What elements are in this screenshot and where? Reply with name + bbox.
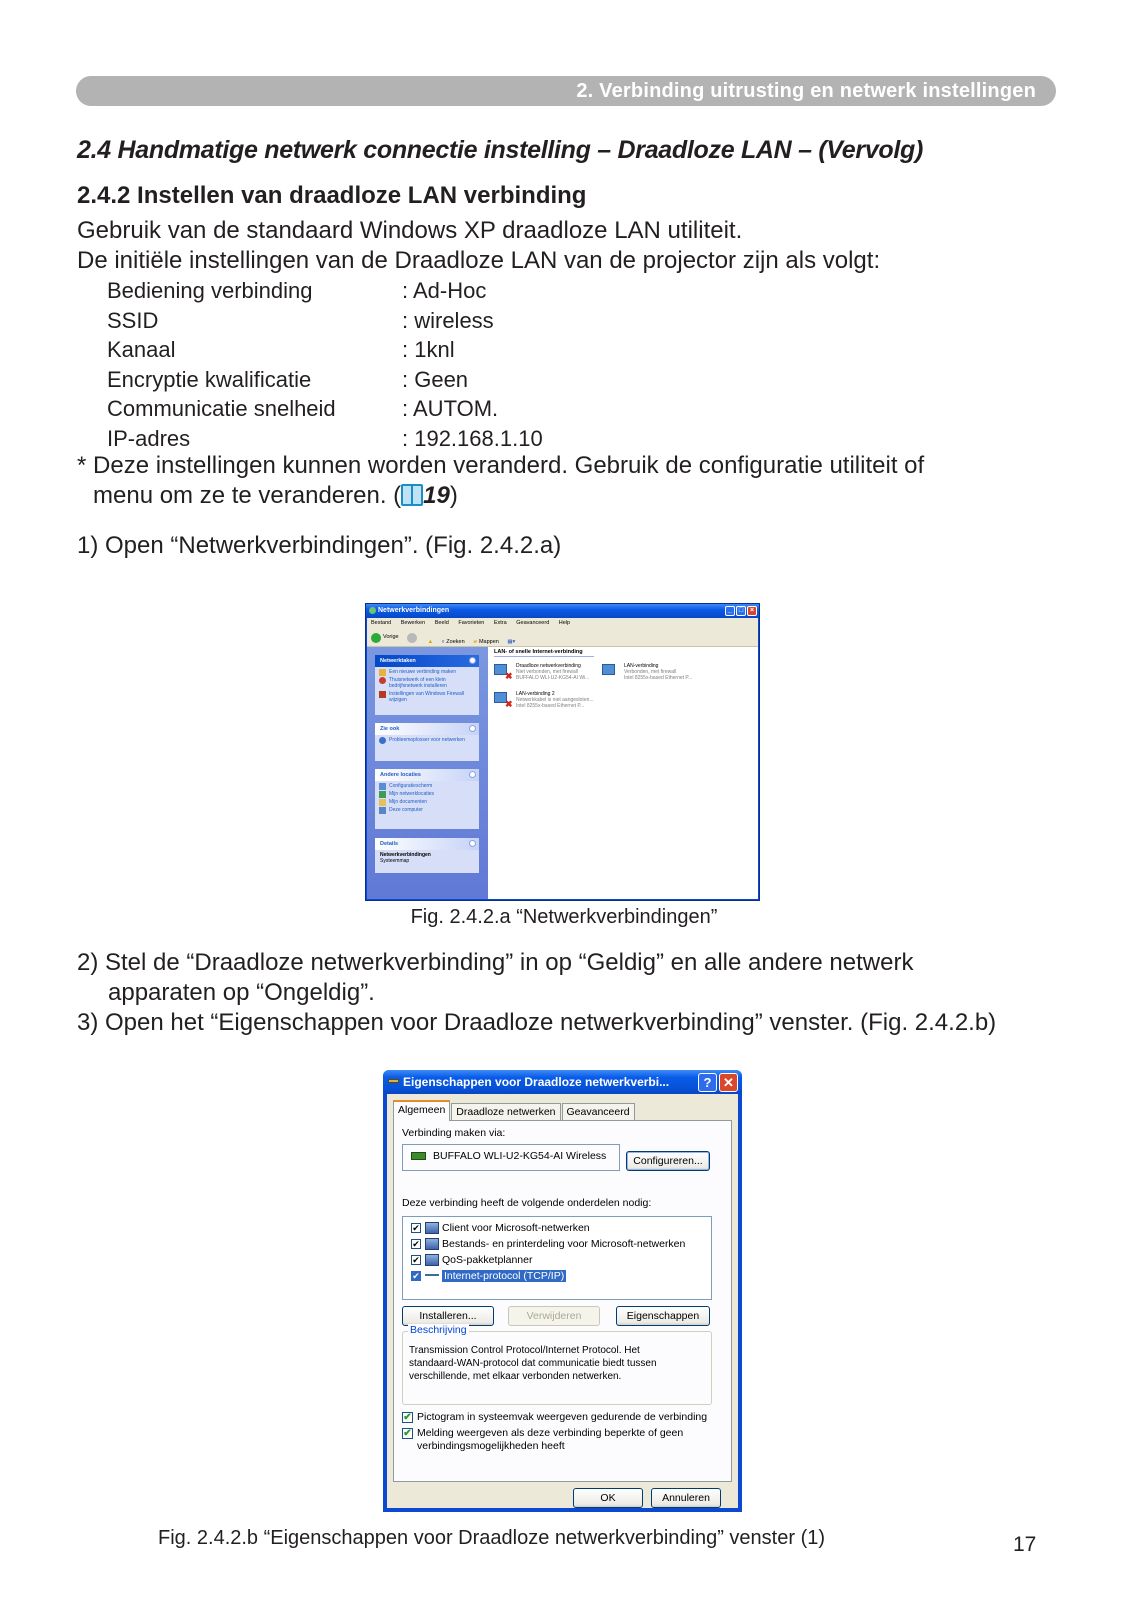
- setting-value: : Geen: [402, 366, 469, 392]
- setting-key: Bediening verbinding: [107, 278, 313, 303]
- dialog-body: [387, 1094, 738, 1508]
- component-item[interactable]: [411, 1220, 590, 1236]
- tab-general[interactable]: Algemeen: [393, 1100, 450, 1121]
- task-link[interactable]: Thuisnetwerk of een klein bedrijfsnetwerk installeren: [375, 675, 479, 689]
- page-reference[interactable]: 19: [423, 482, 450, 509]
- group-header: LAN- of snelle Internet-verbinding: [494, 649, 594, 657]
- subsection-title: 2.4.2 Instellen van draadloze LAN verbinding: [77, 182, 587, 209]
- step-2-continued: apparaten op “Ongeldig”.: [108, 979, 375, 1006]
- remove-button[interactable]: Verwijderen: [508, 1306, 600, 1326]
- intro-line-2: De initiële instellingen van de Draadloze LAN van de projector zijn als volgt:: [77, 247, 881, 274]
- search-label: Zoeken: [446, 638, 465, 645]
- place-link[interactable]: Configuratiescherm: [375, 781, 479, 789]
- window-title: Netwerkverbindingen: [378, 607, 450, 614]
- lan-connection-icon: ✖: [494, 692, 512, 710]
- component-label: Client voor Microsoft-netwerken: [442, 1222, 590, 1234]
- component-label: Bestands- en printerdeling voor Microsoft-netwerken: [442, 1238, 686, 1250]
- close-button[interactable]: ×: [747, 606, 757, 616]
- component-item-selected[interactable]: [411, 1268, 566, 1284]
- connect-via-label: Verbinding maken via:: [402, 1127, 506, 1139]
- dialog-titlebar: [383, 1070, 742, 1094]
- menu-favorieten[interactable]: Favorieten: [458, 620, 485, 626]
- place-link[interactable]: Mijn documenten: [375, 797, 479, 805]
- help-button[interactable]: ?: [698, 1073, 717, 1092]
- connection-item[interactable]: [494, 691, 614, 717]
- collapse-icon[interactable]: [469, 725, 476, 732]
- panel-header[interactable]: Andere locaties: [375, 769, 479, 781]
- up-folder-button[interactable]: ▲: [427, 638, 434, 645]
- show-icon-checkbox[interactable]: ✔: [403, 1412, 412, 1423]
- home-network-icon: [379, 677, 386, 684]
- configure-button[interactable]: Configureren...: [626, 1151, 710, 1171]
- detail-name: Netwerkverbindingen: [380, 852, 431, 858]
- connections-list: [488, 647, 758, 899]
- menu-bewerken[interactable]: Bewerken: [400, 620, 426, 626]
- connection-name: LAN-verbinding: [624, 663, 659, 669]
- menu-help[interactable]: Help: [558, 620, 571, 626]
- adapter-name: BUFFALO WLI-U2-KG54-AI Wireless: [433, 1150, 607, 1162]
- component-item[interactable]: [411, 1236, 685, 1252]
- task-link[interactable]: Probleemoplosser voor netwerken: [375, 735, 479, 743]
- notify-option[interactable]: [402, 1427, 683, 1453]
- setting-key: Encryptie kwalificatie: [107, 366, 312, 392]
- back-label: Vorige: [383, 634, 399, 640]
- settings-list: [0, 276, 700, 456]
- step-3: 3) Open het “Eigenschappen voor Draadloze netwerkverbinding” venster. (Fig. 2.4.2.b): [77, 1009, 997, 1036]
- properties-button[interactable]: Eigenschappen: [616, 1306, 710, 1326]
- folder-icon: ▰: [473, 638, 478, 645]
- info-icon: [379, 737, 386, 744]
- toolbar: [367, 629, 758, 647]
- wireless-connection-icon: ✖: [494, 664, 512, 682]
- client-icon: [425, 1222, 439, 1234]
- back-arrow-icon: [371, 633, 381, 643]
- install-button[interactable]: Installeren...: [402, 1306, 494, 1326]
- back-button[interactable]: [371, 629, 399, 646]
- forward-arrow-icon: [407, 633, 417, 643]
- setting-value: : 1knl: [402, 337, 455, 362]
- panel-header[interactable]: Netwerktaken: [375, 655, 479, 667]
- show-icon-option[interactable]: [402, 1411, 707, 1424]
- component-checkbox[interactable]: ✔: [412, 1239, 420, 1249]
- component-item[interactable]: [411, 1252, 532, 1268]
- components-list[interactable]: [402, 1216, 712, 1300]
- connection-name: LAN-verbinding 2: [516, 691, 555, 697]
- maximize-button[interactable]: □: [736, 606, 746, 616]
- network-connections-window: [365, 603, 760, 901]
- component-checkbox[interactable]: ✔: [412, 1223, 420, 1233]
- minimize-button[interactable]: _: [725, 606, 735, 616]
- note-line-2: [93, 481, 458, 511]
- panel-network-tasks: [375, 655, 479, 715]
- firewall-icon: [379, 691, 386, 698]
- connection-name: Draadloze netwerkverbinding: [516, 663, 581, 669]
- adapter-field: [402, 1144, 620, 1171]
- menu-beeld[interactable]: Beeld: [434, 620, 449, 626]
- connection-item[interactable]: [494, 663, 614, 689]
- protocol-icon: [425, 1274, 439, 1280]
- views-button[interactable]: ▦▾: [507, 638, 516, 645]
- component-label: Internet-protocol (TCP/IP): [444, 1270, 565, 1282]
- panel-other-places: [375, 769, 479, 829]
- forward-button[interactable]: [407, 633, 419, 643]
- connection-status: Verbonden, met firewall: [624, 669, 677, 675]
- setting-value: : Ad-Hoc: [402, 278, 487, 303]
- section-header-bar: [76, 76, 1056, 106]
- connection-device: BUFFALO WLI-U2-KG54-AI Wi...: [516, 675, 590, 681]
- section-title: 2.4 Handmatige netwerk connectie instelling – Draadloze LAN – (Vervolg): [77, 136, 924, 164]
- setting-value: : AUTOM.: [402, 396, 499, 421]
- collapse-icon[interactable]: [469, 840, 476, 847]
- menu-bestand[interactable]: Bestand: [371, 620, 392, 626]
- setting-key: Kanaal: [107, 337, 176, 362]
- components-label: Deze verbinding heeft de volgende onderdelen nodig:: [402, 1197, 652, 1209]
- component-label: QoS-pakketplanner: [442, 1254, 533, 1266]
- menu-bar: [367, 618, 758, 629]
- panel-see-also: [375, 723, 479, 761]
- collapse-icon[interactable]: [469, 771, 476, 778]
- menu-extra[interactable]: Extra: [493, 620, 507, 626]
- notify-label: Melding weergeven als deze verbinding beperkte of geen verbindingsmogelijkheden heeft: [417, 1427, 684, 1452]
- cancel-button[interactable]: Annuleren: [651, 1488, 721, 1508]
- note-text: menu om ze te veranderen. (: [93, 482, 402, 509]
- folders-label: Mappen: [478, 638, 499, 645]
- note-text-end: ): [449, 482, 458, 509]
- place-link[interactable]: Deze computer: [375, 805, 479, 813]
- connection-device: Intel 8255x-based Ethernet P...: [516, 703, 585, 709]
- show-icon-label: Pictogram in systeemvak weergeven gedurende de verbinding: [417, 1411, 708, 1423]
- step-2: 2) Stel de “Draadloze netwerkverbinding” in op “Geldig” en alle andere netwerk: [77, 949, 914, 976]
- panel-header[interactable]: Zie ook: [375, 723, 479, 735]
- step-1: 1) Open “Netwerkverbindingen”. (Fig. 2.4.2.a): [77, 532, 562, 559]
- figure-b-caption: Fig. 2.4.2.b “Eigenschappen voor Draadloze netwerkverbinding” venster (1): [158, 1527, 826, 1549]
- component-checkbox[interactable]: ✔: [412, 1271, 420, 1281]
- task-pane: [367, 647, 488, 899]
- description-legend: Beschrijving: [410, 1324, 467, 1336]
- page-number: 17: [1013, 1533, 1037, 1556]
- note-line-1: * Deze instellingen kunnen worden veranderd. Gebruik de configuratie utiliteit of: [77, 452, 925, 479]
- tab-advanced[interactable]: Geavanceerd: [562, 1103, 635, 1121]
- place-link[interactable]: Mijn netwerklocaties: [375, 789, 479, 797]
- description-text: Transmission Control Protocol/Internet Protocol. Het standaard-WAN-protocol dat communicatie biedt tussen verschillende, met elkaar verbonden netwerken.: [409, 1345, 657, 1382]
- service-icon: [425, 1238, 439, 1250]
- close-button[interactable]: ✕: [719, 1073, 738, 1092]
- search-icon: ⌕: [441, 638, 445, 645]
- wireless-network-icon: [388, 1079, 399, 1083]
- connection-status: Netwerkkabel is niet aangesloten...: [516, 697, 594, 703]
- detail-type: Systeemmap: [380, 858, 410, 864]
- network-icon: [369, 607, 376, 614]
- section-header-text: 2. Verbinding uitrusting en netwerk instellingen: [576, 80, 1036, 102]
- setting-key: SSID: [107, 307, 159, 333]
- connection-item[interactable]: [602, 663, 722, 689]
- panel-details: [375, 838, 479, 873]
- lan-connection-icon: [602, 664, 620, 682]
- panel-header[interactable]: Details: [375, 838, 479, 850]
- window-titlebar: [366, 604, 759, 618]
- intro-line-1: Gebruik van de standaard Windows XP draadloze LAN utiliteit.: [77, 217, 743, 244]
- collapse-icon[interactable]: [469, 657, 476, 664]
- menu-geavanceerd[interactable]: Geavanceerd: [516, 620, 550, 626]
- book-icon: [401, 484, 423, 506]
- ok-button[interactable]: OK: [573, 1488, 643, 1508]
- figure-a-caption: Fig. 2.4.2.a “Netwerkverbindingen”: [410, 906, 718, 928]
- notify-checkbox[interactable]: ✔: [403, 1428, 412, 1439]
- setting-key: Communicatie snelheid: [107, 396, 336, 421]
- tab-page-general: [393, 1120, 732, 1482]
- connection-status: Niet verbonden, met firewall: [516, 669, 578, 675]
- network-adapter-icon: [411, 1152, 426, 1160]
- dialog-title: Eigenschappen voor Draadloze netwerkverbi...: [403, 1075, 670, 1089]
- task-link[interactable]: Instellingen van Windows Firewall wijzigen: [375, 689, 479, 703]
- setting-key: IP-adres: [107, 425, 191, 451]
- connection-device: Intel 8255x-based Ethernet P...: [624, 675, 693, 681]
- description-group: [402, 1324, 712, 1405]
- properties-dialog: [383, 1070, 742, 1512]
- service-icon: [425, 1254, 439, 1266]
- tab-bar: [393, 1100, 636, 1121]
- component-checkbox[interactable]: ✔: [412, 1255, 420, 1265]
- tab-wireless-networks[interactable]: Draadloze netwerken: [451, 1103, 560, 1121]
- setting-value: : 192.168.1.10: [402, 425, 543, 451]
- setting-value: : wireless: [402, 307, 494, 333]
- task-link[interactable]: Een nieuwe verbinding maken: [375, 667, 479, 675]
- computer-icon: [379, 807, 386, 814]
